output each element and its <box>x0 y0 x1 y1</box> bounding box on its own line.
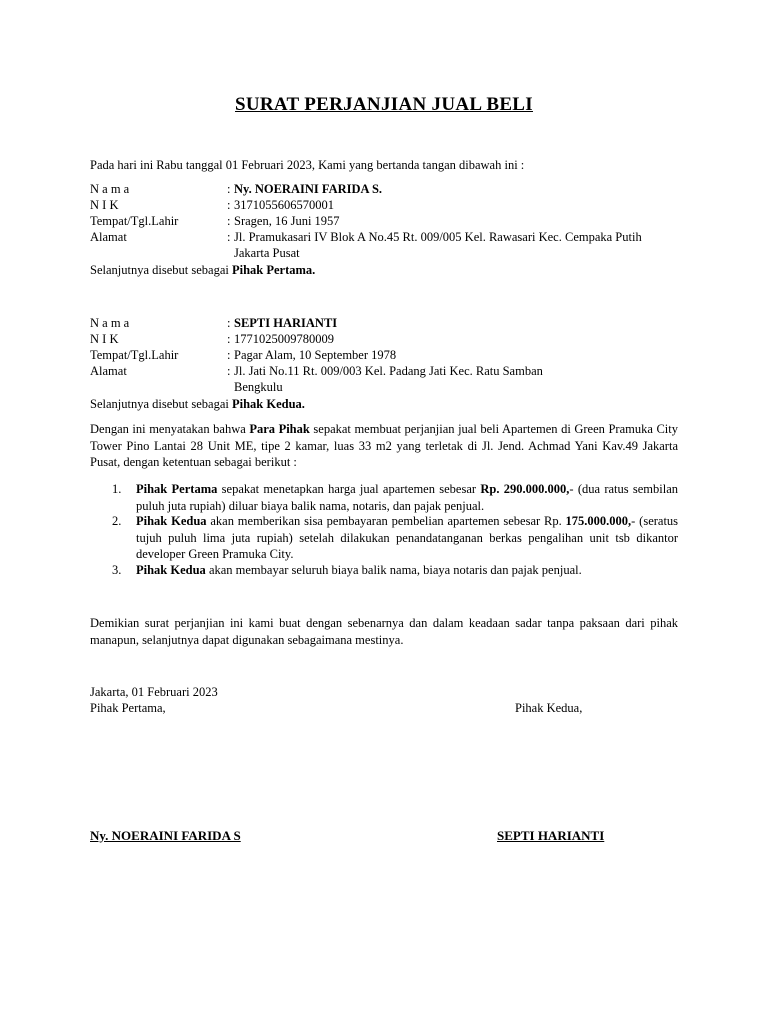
list-item-text <box>136 562 678 579</box>
party2-ttl: Pagar Alam, 10 September 1978 <box>234 348 397 362</box>
agreement-paragraph <box>90 421 678 471</box>
party2-alamat-label: Alamat <box>90 364 127 378</box>
colon: : <box>227 214 231 228</box>
party1-nama: Ny. NOERAINI FARIDA S. <box>234 182 383 196</box>
list-item-number: 1. <box>112 482 122 496</box>
list-item-amount: 175.000.000, <box>565 514 632 528</box>
sign-left-name: Ny. NOERAINI FARIDA S <box>90 828 241 843</box>
party1-alamat-label: Alamat <box>90 230 127 244</box>
place-date: Jakarta, 01 Februari 2023 <box>90 685 218 699</box>
party2-alamat: Jl. Jati No.11 Rt. 009/003 Kel. Padang Jati Kec. Ratu Samban Bengkulu <box>234 364 543 394</box>
party2-nama-label: N a m a <box>90 316 130 330</box>
party1-nik-label: N I K <box>90 198 119 212</box>
list-item-body: akan memberikan sisa pembayaran pembelian apartemen sebesar Rp. <box>210 514 562 528</box>
colon: : <box>227 198 231 212</box>
list-item-body-cont: - (seratus tujuh puluh lima juta rupiah) setelah dilakukan penandatanganan berkas pengalihan unit tsb dikantor developer Green Pramuka City. <box>136 514 679 561</box>
colon: : <box>227 348 231 362</box>
list-item-body: akan membayar seluruh biaya balik nama, biaya notaris dan pajak penjual. <box>208 563 582 577</box>
list-item-subject: Pihak Pertama <box>136 482 218 496</box>
colon: : <box>227 230 231 244</box>
party1-nik: 3171055606570001 <box>234 198 334 212</box>
sign-left-role: Pihak Pertama, <box>90 701 166 715</box>
list-item-text <box>136 481 678 514</box>
agreement-parties: Para Pihak <box>249 422 310 436</box>
colon: : <box>227 316 231 330</box>
agreement-post: sepakat membuat perjanjian jual beli Apartemen di Green Pramuka City Tower Pino Lantai 28 Unit ME, tipe 2 kamar, luas 33 m2 yang terletak di Jl. Jend. Achmad Yani Kav.49 Jakarta Pusat, dengan ketentuan sebagai berikut : <box>90 422 678 469</box>
party2-role: Pihak Kedua. <box>231 397 305 411</box>
party1-ttl-label: Tempat/Tgl.Lahir <box>90 214 179 228</box>
list-item-number: 3. <box>112 563 122 577</box>
colon: : <box>227 332 231 346</box>
list-item-body-cont: - (dua ratus sembilan puluh juta rupiah) diluar biaya balik nama, notaris, dan pajak penjual. <box>136 482 679 513</box>
intro-text: Pada hari ini Rabu tanggal 01 Februari 2023, Kami yang bertanda tangan dibawah ini : <box>90 158 525 172</box>
party1-ttl: Sragen, 16 Juni 1957 <box>234 214 340 228</box>
party2-designation-prefix: Selanjutnya disebut sebagai <box>90 397 229 411</box>
list-item-subject: Pihak Kedua <box>136 563 206 577</box>
document-title: SURAT PERJANJIAN JUAL BELI <box>235 94 533 115</box>
list-item-amount: Rp. 290.000.000, <box>480 482 570 496</box>
party1-designation <box>90 262 315 278</box>
party1-role: Pihak Pertama. <box>231 263 316 277</box>
closing-paragraph: Demikian surat perjanjian ini kami buat dengan sebenarnya dan dalam keadaan sadar tanpa paksaan dari pihak manapun, selanjutnya dapat digunakan sebagaimana mestinya. <box>90 616 678 647</box>
party2-designation <box>90 396 305 412</box>
party1-designation-prefix: Selanjutnya disebut sebagai <box>90 263 229 277</box>
sign-right-name: SEPTI HARIANTI <box>497 828 605 843</box>
party2-nik-label: N I K <box>90 332 119 346</box>
colon: : <box>227 182 231 196</box>
party1-alamat: Jl. Pramukasari IV Blok A No.45 Rt. 009/005 Kel. Rawasari Kec. Cempaka Putih Jakarta Pusat <box>234 230 642 260</box>
party2-nik: 1771025009780009 <box>234 332 334 346</box>
list-item-number: 2. <box>112 514 122 528</box>
sign-right-role: Pihak Kedua, <box>515 701 583 715</box>
party1-nama-label: N a m a <box>90 182 130 196</box>
colon: : <box>227 364 231 378</box>
list-item-text <box>136 513 678 563</box>
agreement-pre: Dengan ini menyatakan bahwa <box>90 422 246 436</box>
list-item-subject: Pihak Kedua <box>136 514 207 528</box>
party2-nama: SEPTI HARIANTI <box>234 316 338 330</box>
party2-ttl-label: Tempat/Tgl.Lahir <box>90 348 179 362</box>
list-item-body: sepakat menetapkan harga jual apartemen sebesar <box>221 482 477 496</box>
